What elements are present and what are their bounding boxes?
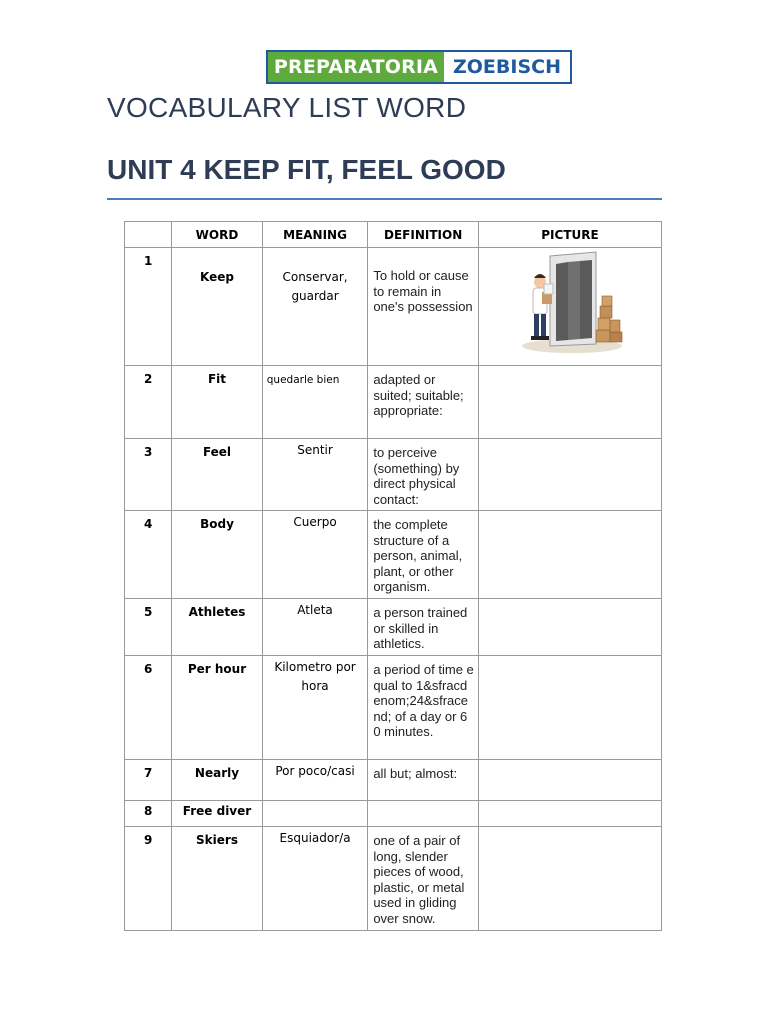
row-word: Fit — [172, 366, 263, 439]
header-picture: PICTURE — [478, 222, 661, 248]
row-definition: the complete structure of a person, animal, plant, or other organism. — [368, 511, 479, 599]
row-word: Per hour — [172, 656, 263, 760]
row-meaning-text: quedarle bien — [266, 374, 340, 386]
table-row — [125, 439, 662, 511]
row-meaning: Esquiador/a — [262, 827, 368, 931]
row-number: 9 — [125, 827, 172, 931]
table-row — [125, 656, 662, 760]
table-row — [125, 366, 662, 439]
row-meaning: Cuerpo — [262, 511, 368, 599]
row-word: Free diver — [172, 801, 263, 827]
row-number: 7 — [125, 760, 172, 801]
row-picture — [478, 248, 661, 366]
row-picture — [478, 439, 661, 511]
row-definition: a person trained or skilled in athletics. — [368, 599, 479, 656]
logo — [266, 50, 572, 84]
row-number: 4 — [125, 511, 172, 599]
header-meaning: MEANING — [262, 222, 368, 248]
table-header-row — [125, 222, 662, 248]
row-number: 6 — [125, 656, 172, 760]
row-number: 8 — [125, 801, 172, 827]
row-number: 5 — [125, 599, 172, 656]
table-row — [125, 511, 662, 599]
logo-right-text: ZOEBISCH — [444, 52, 570, 82]
title-underline — [107, 198, 662, 200]
vocabulary-table — [124, 221, 662, 931]
row-number: 2 — [125, 366, 172, 439]
table-row — [125, 248, 662, 366]
header-definition: DEFINITION — [368, 222, 479, 248]
row-definition: one of a pair of long, slender pieces of wood, plastic, or metal used in gliding over snow. — [368, 827, 479, 931]
row-definition: adapted or suited; suitable; appropriate: — [368, 366, 479, 439]
table-row — [125, 801, 662, 827]
header-number — [125, 222, 172, 248]
man-with-boxes-image — [479, 248, 661, 358]
row-definition: to perceive (something) by direct physical contact: — [368, 439, 479, 511]
row-definition: all but; almost: — [368, 760, 479, 801]
row-picture — [478, 366, 661, 439]
header-word: WORD — [172, 222, 263, 248]
page-title: VOCABULARY LIST WORD — [107, 92, 467, 123]
logo-left-text: PREPARATORIA — [268, 52, 444, 82]
table-row — [125, 760, 662, 801]
row-meaning: Conservar, guardar — [262, 248, 368, 366]
row-meaning: Sentir — [262, 439, 368, 511]
table-row — [125, 599, 662, 656]
row-word: Keep — [172, 248, 263, 366]
row-meaning — [262, 366, 368, 439]
row-meaning: Kilometro por hora — [262, 656, 368, 760]
row-picture — [478, 511, 661, 599]
row-picture — [478, 827, 661, 931]
row-word: Athletes — [172, 599, 263, 656]
row-word: Body — [172, 511, 263, 599]
row-meaning — [262, 801, 368, 827]
row-meaning: Atleta — [262, 599, 368, 656]
row-picture — [478, 599, 661, 656]
row-definition: a period of time equal to 1&sfracdenom;24&sfracend; of a day or 60 minutes. — [368, 656, 479, 760]
row-picture — [478, 656, 661, 760]
table-row — [125, 827, 662, 931]
row-number: 1 — [125, 248, 172, 366]
row-definition — [368, 801, 479, 827]
row-definition: To hold or cause to remain in one's possession — [368, 248, 479, 366]
row-word: Skiers — [172, 827, 263, 931]
row-number: 3 — [125, 439, 172, 511]
row-picture — [478, 801, 661, 827]
row-word: Nearly — [172, 760, 263, 801]
row-word: Feel — [172, 439, 263, 511]
unit-title: UNIT 4 KEEP FIT, FEEL GOOD — [107, 154, 506, 185]
row-picture — [478, 760, 661, 801]
row-meaning: Por poco/casi — [262, 760, 368, 801]
